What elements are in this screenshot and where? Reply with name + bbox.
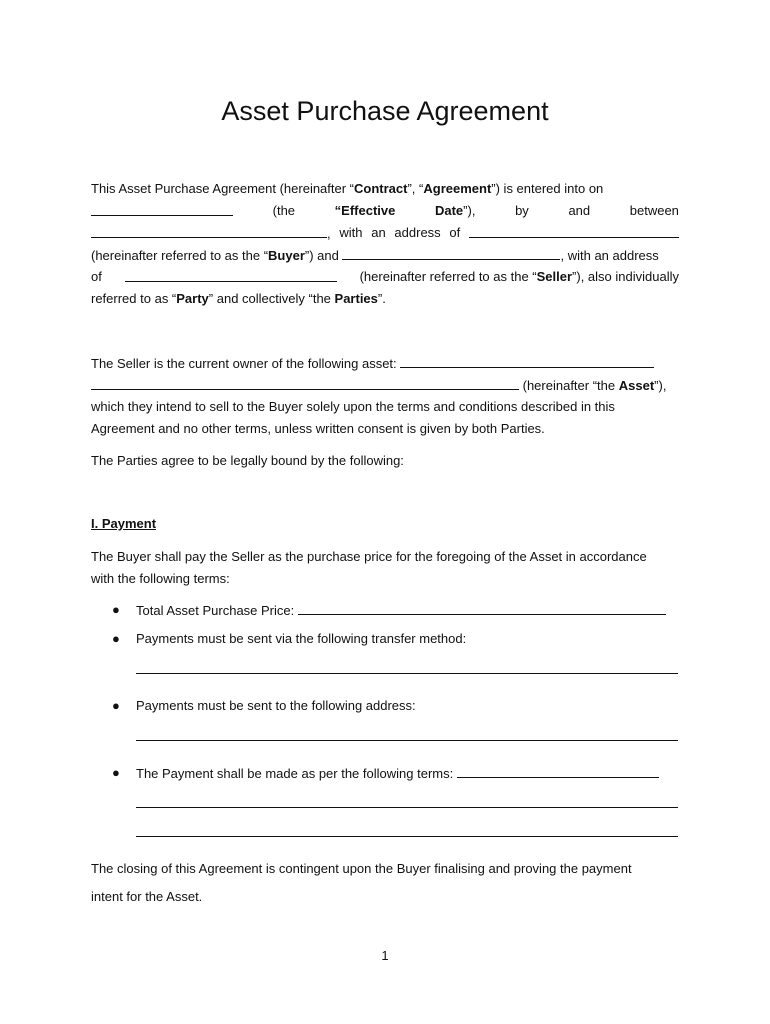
intro-line-6: referred to as “Party” and collectively “the Parties”.: [91, 291, 386, 306]
bullet-icon: ●: [112, 602, 120, 617]
intro-line-5: of (hereinafter referred to as the “Seller”), also individually: [91, 269, 679, 284]
term-date: Date: [434, 203, 464, 218]
intro-line-3: , with an address of: [91, 224, 679, 243]
bullet-icon: ●: [112, 765, 120, 780]
intro-line-1: [91, 180, 679, 198]
term-asset: Asset: [618, 378, 655, 393]
page-number: 1: [381, 948, 389, 963]
payment-paragraph-line-1: The Buyer shall pay the Seller as the purchase price for the foregoing of the Asset in accordance: [91, 549, 647, 564]
term-seller: Seller: [536, 269, 573, 284]
intro-text: by: [515, 203, 529, 218]
price-blank[interactable]: [298, 601, 666, 615]
transfer-method-blank[interactable]: [136, 673, 678, 674]
bullet-icon: ●: [112, 631, 120, 646]
section-heading-payment: I. Payment: [91, 516, 157, 531]
intro-text: This Asset Purchase Agreement (hereinafter “: [91, 181, 355, 196]
asset-line-3: which they intend to sell to the Buyer solely upon the terms and conditions described in this: [91, 399, 615, 414]
buyer-name-blank[interactable]: [91, 224, 327, 238]
intro-text: (the: [272, 203, 296, 218]
payment-terms-blank-1[interactable]: [457, 764, 659, 778]
closing-line-2: intent for the Asset.: [91, 889, 203, 904]
payment-terms-blank-2[interactable]: [136, 807, 678, 808]
intro-text: and: [568, 203, 591, 218]
payment-address-blank[interactable]: [136, 740, 678, 741]
asset-line-2: (hereinafter “the Asset”),: [91, 376, 679, 395]
term-buyer: Buyer: [268, 248, 305, 263]
term-parties: Parties: [334, 291, 378, 306]
seller-name-blank[interactable]: [342, 246, 560, 260]
bullet-icon: ●: [112, 698, 120, 713]
intro-text: ”, “: [407, 181, 424, 196]
asset-line-4: Agreement and no other terms, unless written consent is given by both Parties.: [91, 421, 545, 436]
term-contract: Contract: [354, 181, 408, 196]
intro-text: ”) is entered into on: [491, 181, 604, 196]
payment-paragraph-line-2: with the following terms:: [91, 571, 230, 586]
term-agreement: Agreement: [423, 181, 492, 196]
document-title: Asset Purchase Agreement: [221, 96, 549, 126]
asset-blank-2[interactable]: [91, 376, 519, 390]
seller-address-blank[interactable]: [125, 268, 337, 282]
bullet-item-terms: The Payment shall be made as per the following terms:: [136, 764, 678, 783]
asset-line-1: The Seller is the current owner of the following asset:: [91, 354, 679, 373]
term-party: Party: [176, 291, 209, 306]
bullet-item-address: Payments must be sent to the following address:: [136, 698, 416, 713]
asset-line-5: The Parties agree to be legally bound by the following:: [91, 453, 404, 468]
asset-blank-1[interactable]: [400, 354, 654, 368]
bullet-item-transfer-method: Payments must be sent via the following transfer method:: [136, 631, 467, 646]
closing-line-1: The closing of this Agreement is contingent upon the Buyer finalising and proving the payment: [91, 861, 632, 876]
buyer-address-blank[interactable]: [469, 224, 679, 238]
intro-text: between: [629, 203, 679, 218]
payment-terms-blank-3[interactable]: [136, 836, 678, 837]
date-blank[interactable]: [91, 202, 233, 216]
intro-line-4: (hereinafter referred to as the “Buyer”) and , with an address: [91, 248, 659, 263]
bullet-item-price: Total Asset Purchase Price:: [136, 601, 678, 620]
intro-line-2: (the “Effective Date”), by and between: [91, 202, 679, 220]
term-effective: “Effective: [334, 203, 396, 218]
